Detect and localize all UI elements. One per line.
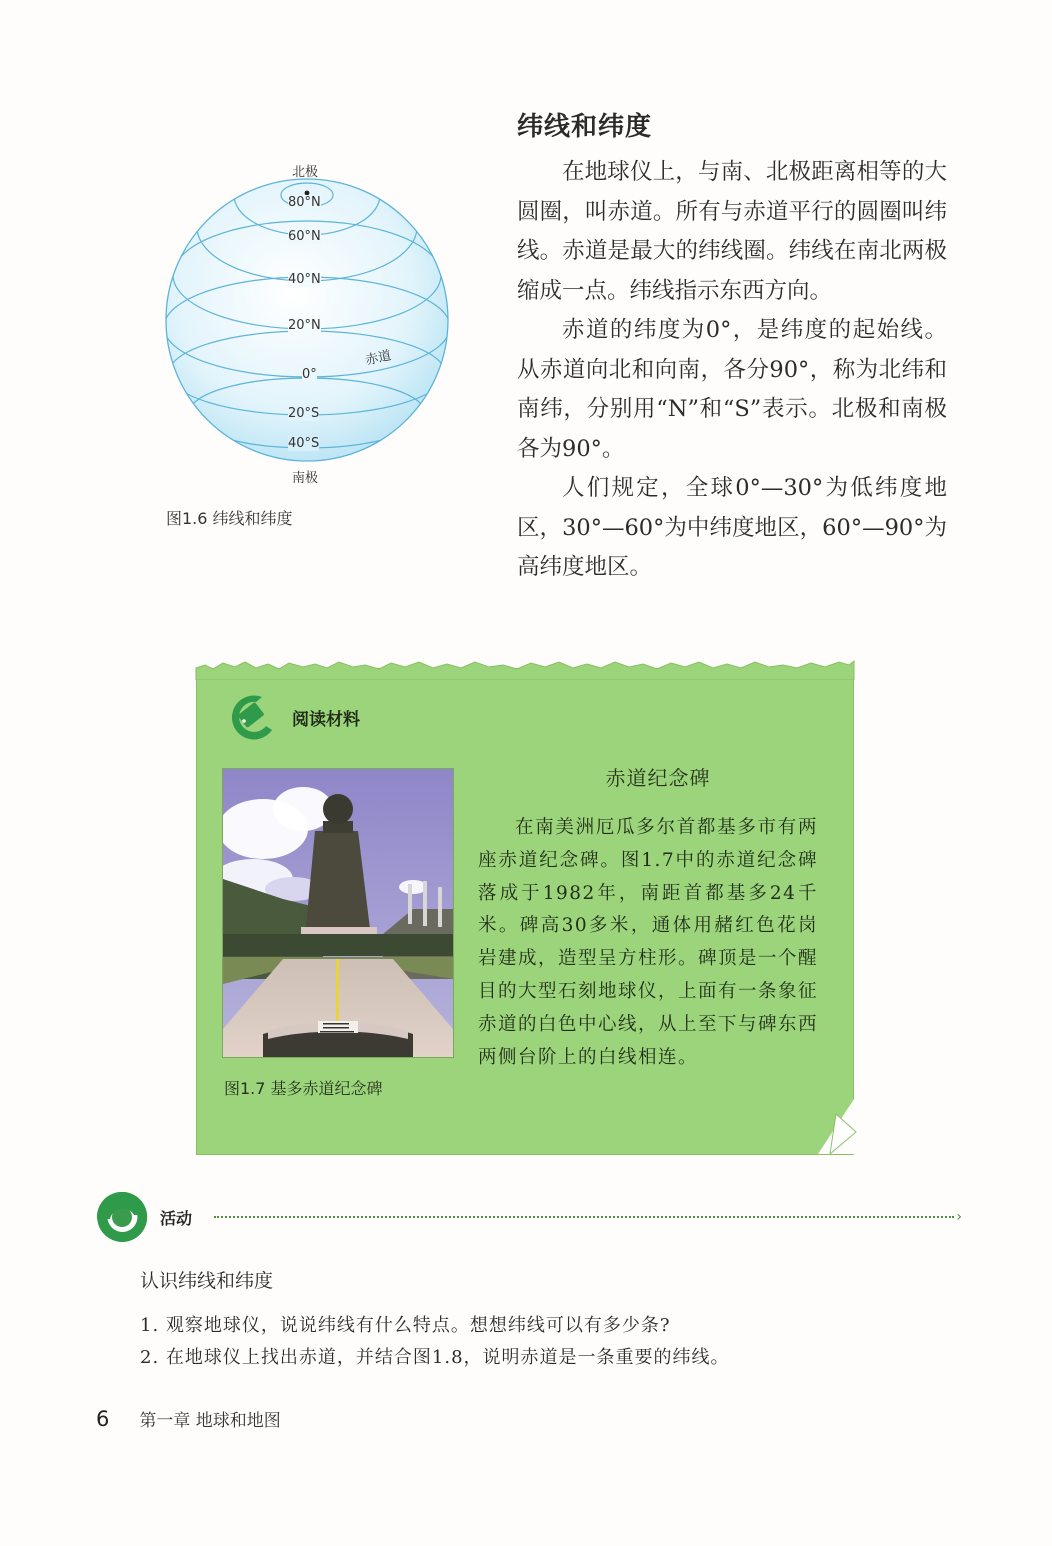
torn-edge-decoration <box>193 656 857 680</box>
lat-0-label: 0° <box>302 367 317 382</box>
reading-material-body <box>478 812 818 1074</box>
activity-item: 1. 观察地球仪，说说纬线有什么特点。想想纬线可以有多少条? <box>140 1315 671 1336</box>
paragraph: 人们规定，全球0°—30°为低纬度地区，30°—60°为中纬度地区，60°—90°为高纬度地区。 <box>517 475 947 580</box>
lat-80n-label: 80°N <box>288 195 321 210</box>
figure-1-7-caption: 图1.7 基多赤道纪念碑 <box>224 1079 383 1098</box>
chapter-title: 第一章 地球和地图 <box>139 1411 281 1431</box>
activity-header <box>94 1188 962 1246</box>
figure-1-6-caption: 图1.6 纬线和纬度 <box>166 509 293 528</box>
equator-monument-photo <box>222 768 454 1058</box>
reading-material-label: 阅读材料 <box>292 709 360 730</box>
lat-20s-label: 20°S <box>288 406 320 421</box>
lat-40s-label: 40°S <box>288 436 320 451</box>
reading-material-header <box>222 690 360 744</box>
paragraph: 在南美洲厄瓜多尔首都基多市有两座赤道纪念碑。图1.7中的赤道纪念碑落成于1982年，南距首都基多24千米。碑高30多米，通体用赭红色花岗岩建成，造型呈方柱形。碑顶是一个醒目的大型石刻地球仪，上面有一条象征赤道的白色中心线，从上至下与碑东西两侧台阶上的白线相连。 <box>478 817 819 1068</box>
activity-divider <box>214 1209 962 1225</box>
monument-image <box>223 769 453 1057</box>
activity-label: 活动 <box>160 1208 193 1228</box>
activity-item: 2. 在地球仪上找出赤道，并结合图1.8，说明赤道是一条重要的纬线。 <box>140 1347 730 1368</box>
north-pole-label: 北极 <box>292 165 319 180</box>
equator-label: 赤道 <box>364 348 393 369</box>
arrow-right-icon: › <box>956 1209 962 1225</box>
paragraph: 在地球仪上，与南、北极距离相等的大圆圈，叫赤道。所有与赤道平行的圆圈叫纬线。赤道是最大的纬线圈。纬线在南北两极缩成一点。纬线指示东西方向。 <box>517 159 947 304</box>
reading-material-title: 赤道纪念碑 <box>605 766 711 790</box>
paragraph: 赤道的纬度为0°，是纬度的起始线。从赤道向北和向南，各分90°，称为北纬和南纬，分别用“N”和“S”表示。北极和南极各为90°。 <box>517 317 947 462</box>
activity-list <box>140 1310 730 1374</box>
lat-60n-label: 60°N <box>288 229 321 244</box>
page-footer <box>96 1406 281 1431</box>
section-body <box>517 153 947 588</box>
lat-20n-label: 20°N <box>288 318 321 333</box>
page-curl-decoration <box>818 1096 860 1156</box>
south-pole-label: 南极 <box>292 471 319 486</box>
activity-icon <box>94 1189 150 1245</box>
section-title: 纬线和纬度 <box>517 112 653 142</box>
figure-latitude-globe <box>160 155 460 495</box>
reading-material-icon <box>222 690 278 744</box>
lat-40n-label: 40°N <box>288 272 321 287</box>
activity-title: 认识纬线和纬度 <box>140 1270 274 1292</box>
page-number: 6 <box>96 1407 110 1431</box>
